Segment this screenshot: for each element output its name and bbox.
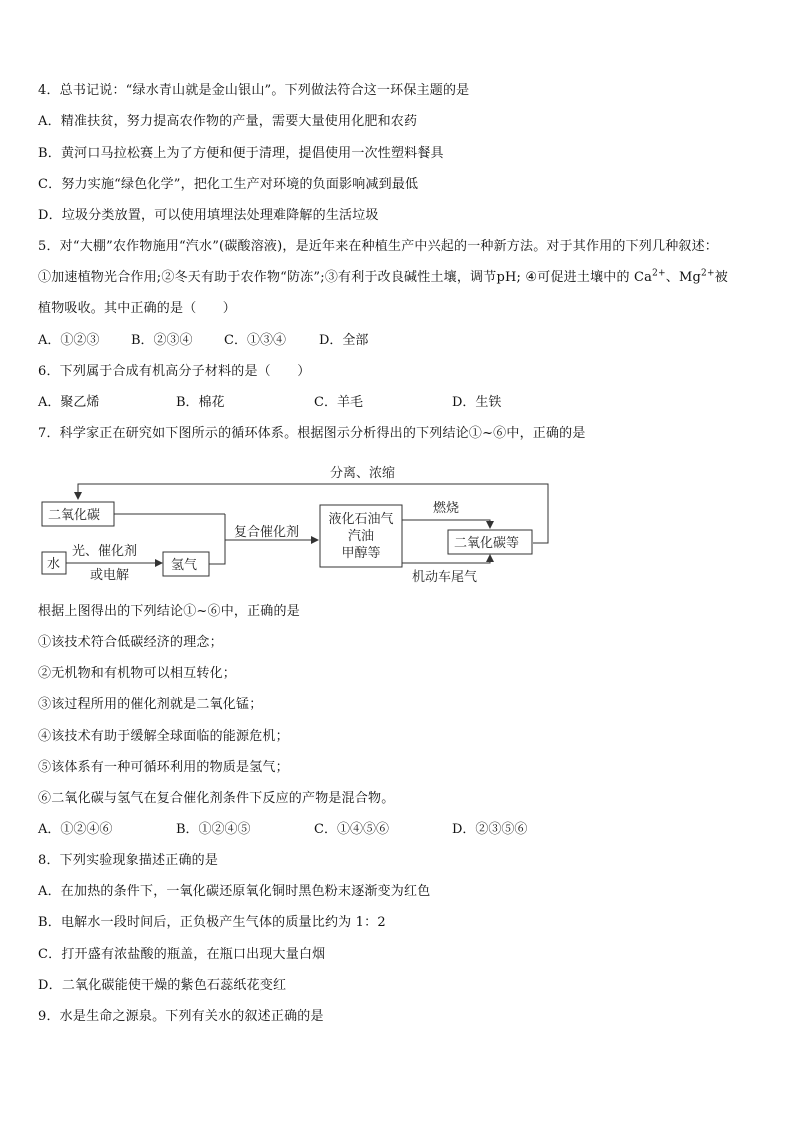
q5-option-a: A．①②③ [38, 333, 100, 348]
label-electrolysis: 或电解 [90, 568, 130, 583]
q8-option-b: B．电解水一段时间后，正负极产生气体的质量比约为 1：2 [38, 915, 386, 930]
q7-lead: 根据上图得出的下列结论①~⑥中，正确的是 [38, 604, 300, 619]
q5-stem: 5．对“大棚”农作物施用“汽水”(碳酸溶液)，是近年来在种植生产中兴起的一种新方法。对于其作用的下列几种叙述： [38, 239, 718, 254]
q4-option-c: C．努力实施“绿色化学”，把化工生产对环境的负面影响减到最低 [38, 177, 419, 192]
q7-option-d: D．②③⑤⑥ [452, 822, 528, 837]
text-co2: 二氧化碳 [48, 508, 101, 523]
q7-options [38, 821, 527, 839]
q7-statement-6: ⑥二氧化碳与氢气在复合催化剂条件下反应的产物是混合物。 [38, 791, 395, 806]
q6-option-b: B．棉花 [176, 395, 225, 410]
q5-statements-text: ①加速植物光合作用;②冬天有助于农作物“防冻”;③有利于改良碱性土壤，调节pH; ④可促进土壤中的 Ca [38, 270, 653, 285]
q8-option-d: D．二氧化碳能使干燥的紫色石蕊纸花变红 [38, 978, 287, 993]
label-light-catalyst: 光、催化剂 [72, 544, 138, 559]
q5-option-b: B．②③④ [131, 333, 193, 348]
q7-statement-3: ③该过程所用的催化剂就是二氧化锰； [38, 697, 263, 712]
q6-option-a: A．聚乙烯 [38, 395, 100, 410]
q6-stem: 6．下列属于合成有机高分子材料的是（ ） [38, 364, 311, 379]
q6-option-c: C．羊毛 [314, 395, 363, 410]
q7-option-a: A．①②④⑥ [38, 822, 113, 837]
q4-option-a: A．精准扶贫，努力提高农作物的产量，需要大量使用化肥和农药 [38, 114, 418, 129]
q9-stem: 9．水是生命之源泉。下列有关水的叙述正确的是 [38, 1009, 324, 1024]
label-separation: 分离、浓缩 [330, 466, 396, 481]
cycle-diagram [38, 455, 558, 590]
arrow-exhaust [402, 555, 490, 563]
q6-options [38, 394, 501, 412]
label-combustion: 燃烧 [433, 501, 460, 516]
q5-question: 植物吸收。其中正确的是（ ） [38, 301, 237, 316]
q4-option-d: D．垃圾分类放置，可以使用填埋法处理难降解的生活垃圾 [38, 208, 379, 223]
q7-statement-4: ④该技术有助于缓解全球面临的能源危机； [38, 729, 289, 744]
q5-statements-line [38, 269, 764, 287]
q5-option-c: C．①③④ [224, 333, 286, 348]
label-exhaust: 机动车尾气 [412, 570, 478, 585]
q8-option-a: A．在加热的条件下，一氧化碳还原氧化铜时黑色粉末逐渐变为红色 [38, 884, 431, 899]
q8-option-c: C．打开盛有浓盐酸的瓶盖，在瓶口出现大量白烟 [38, 947, 326, 962]
text-hydrogen: 氢气 [171, 558, 198, 573]
q7-statement-2: ②无机物和有机物可以相互转化； [38, 666, 237, 681]
q7-stem: 7．科学家正在研究如下图所示的循环体系。根据图示分析得出的下列结论①~⑥中，正确的是 [38, 426, 586, 441]
q5-options [38, 332, 368, 350]
text-water: 水 [47, 557, 61, 572]
text-lpg: 液化石油气 [328, 512, 394, 527]
q5-separator: 、Mg [665, 270, 702, 285]
q7-option-c: C．①④⑤⑥ [314, 822, 389, 837]
q8-stem: 8．下列实验现象描述正确的是 [38, 853, 219, 868]
q4-option-b: B．黄河口马拉松赛上为了方便和便于清理，提倡使用一次性塑料餐具 [38, 146, 444, 161]
line-h2-join [209, 514, 225, 564]
q4-stem: 4．总书记说：“绿水青山就是金山银山”。下列做法符合这一环保主题的是 [38, 83, 470, 98]
text-co2-etc: 二氧化碳等 [454, 536, 520, 551]
q6-option-d: D．生铁 [452, 395, 502, 410]
q5-option-d: D．全部 [319, 333, 369, 348]
arrow-combustion [402, 520, 490, 528]
q5-statements-tail: 被 [714, 270, 728, 285]
q7-statement-1: ①该技术符合低碳经济的理念； [38, 635, 223, 650]
text-gasoline: 汽油 [347, 529, 375, 544]
ca-charge: 2+ [652, 268, 666, 279]
mg-charge: 2+ [701, 268, 715, 279]
text-methanol: 甲醇等 [341, 546, 381, 561]
q7-option-b: B．①②④⑤ [176, 822, 251, 837]
q7-statement-5: ⑤该体系有一种可循环利用的物质是氢气； [38, 760, 289, 775]
label-composite-catalyst: 复合催化剂 [234, 525, 300, 540]
